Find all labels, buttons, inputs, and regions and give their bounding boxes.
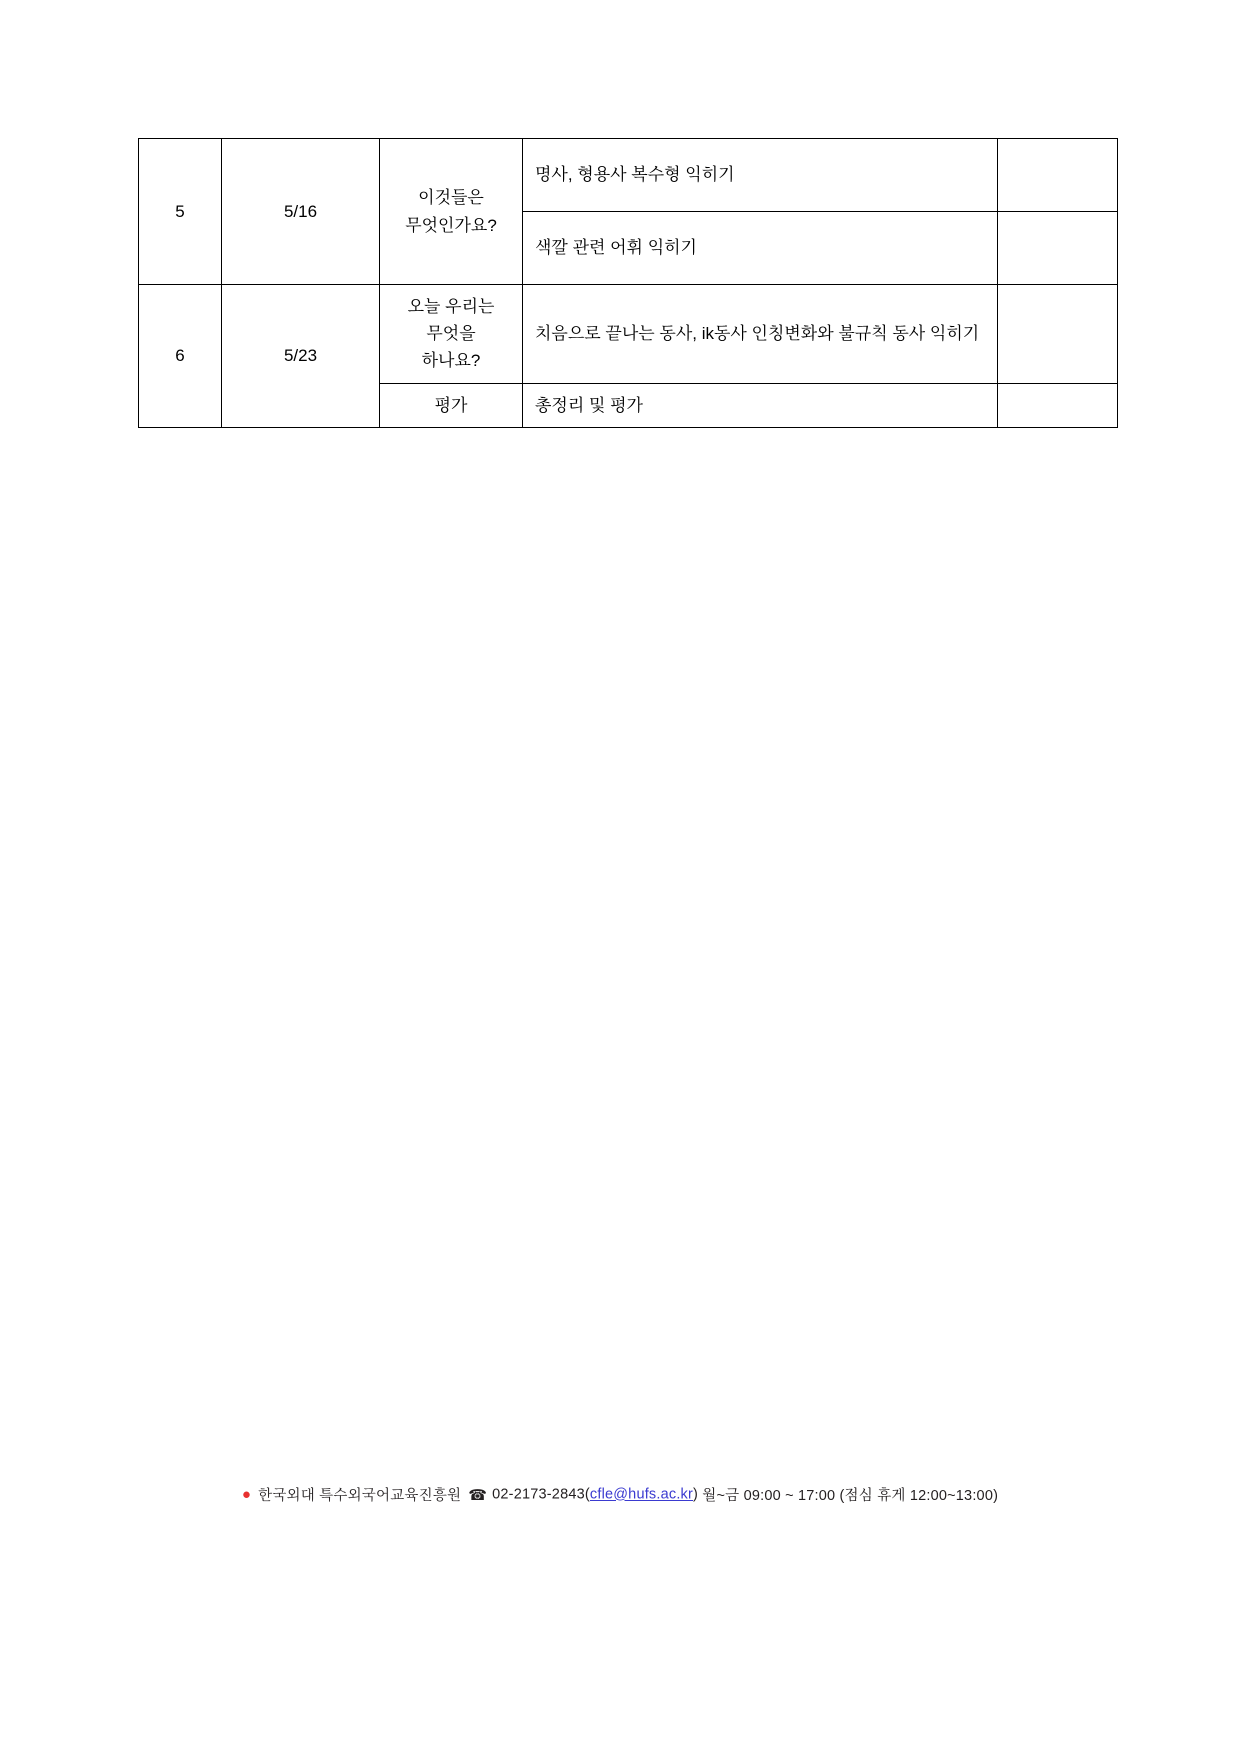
row-topic-line: 무엇인가요? [405,215,497,235]
footer-email-paren-open: ( [584,1486,590,1503]
footer-email-paren-close: ) [693,1486,699,1503]
row-note [998,285,1118,384]
row-number: 6 [139,285,222,428]
row-number: 5 [139,139,222,285]
row-topic-line: 무엇을 [426,324,476,344]
row-description: 명사, 형용사 복수형 익히기 [523,139,998,212]
row-note [998,139,1118,212]
row-topic: 평가 [380,383,523,427]
course-schedule-table [138,138,1118,428]
bullet-icon: ● [241,1486,252,1503]
row-topic-line: 하나요? [421,351,481,371]
row-description: 색깔 관련 어휘 익히기 [523,212,998,285]
footer-hours: 월~금 09:00 ~ 17:00 (점심 휴게 12:00~13:00) [702,1488,999,1504]
row-note [998,383,1118,427]
row-topic-line: 이것들은 [418,188,484,208]
row-topic-line: 오늘 우리는 [407,297,495,316]
footer-organization: 한국외대 특수외국어교육진흥원 [258,1488,462,1504]
page-footer [0,1484,1240,1505]
row-topic [380,285,523,384]
phone-icon: ☎ [468,1486,488,1504]
footer-email-link[interactable]: cfle@hufs.ac.kr [589,1486,694,1503]
row-description: 치음으로 끝나는 동사, ik동사 인칭변화와 불규칙 동사 익히기 [523,285,998,384]
row-date: 5/23 [222,285,380,428]
row-date: 5/16 [222,139,380,285]
row-description: 총정리 및 평가 [523,383,998,427]
table-row [139,285,1118,384]
table-row [139,139,1118,212]
row-note [998,212,1118,285]
footer-phone: 02-2173-2843 [492,1486,585,1503]
row-topic [380,139,523,285]
